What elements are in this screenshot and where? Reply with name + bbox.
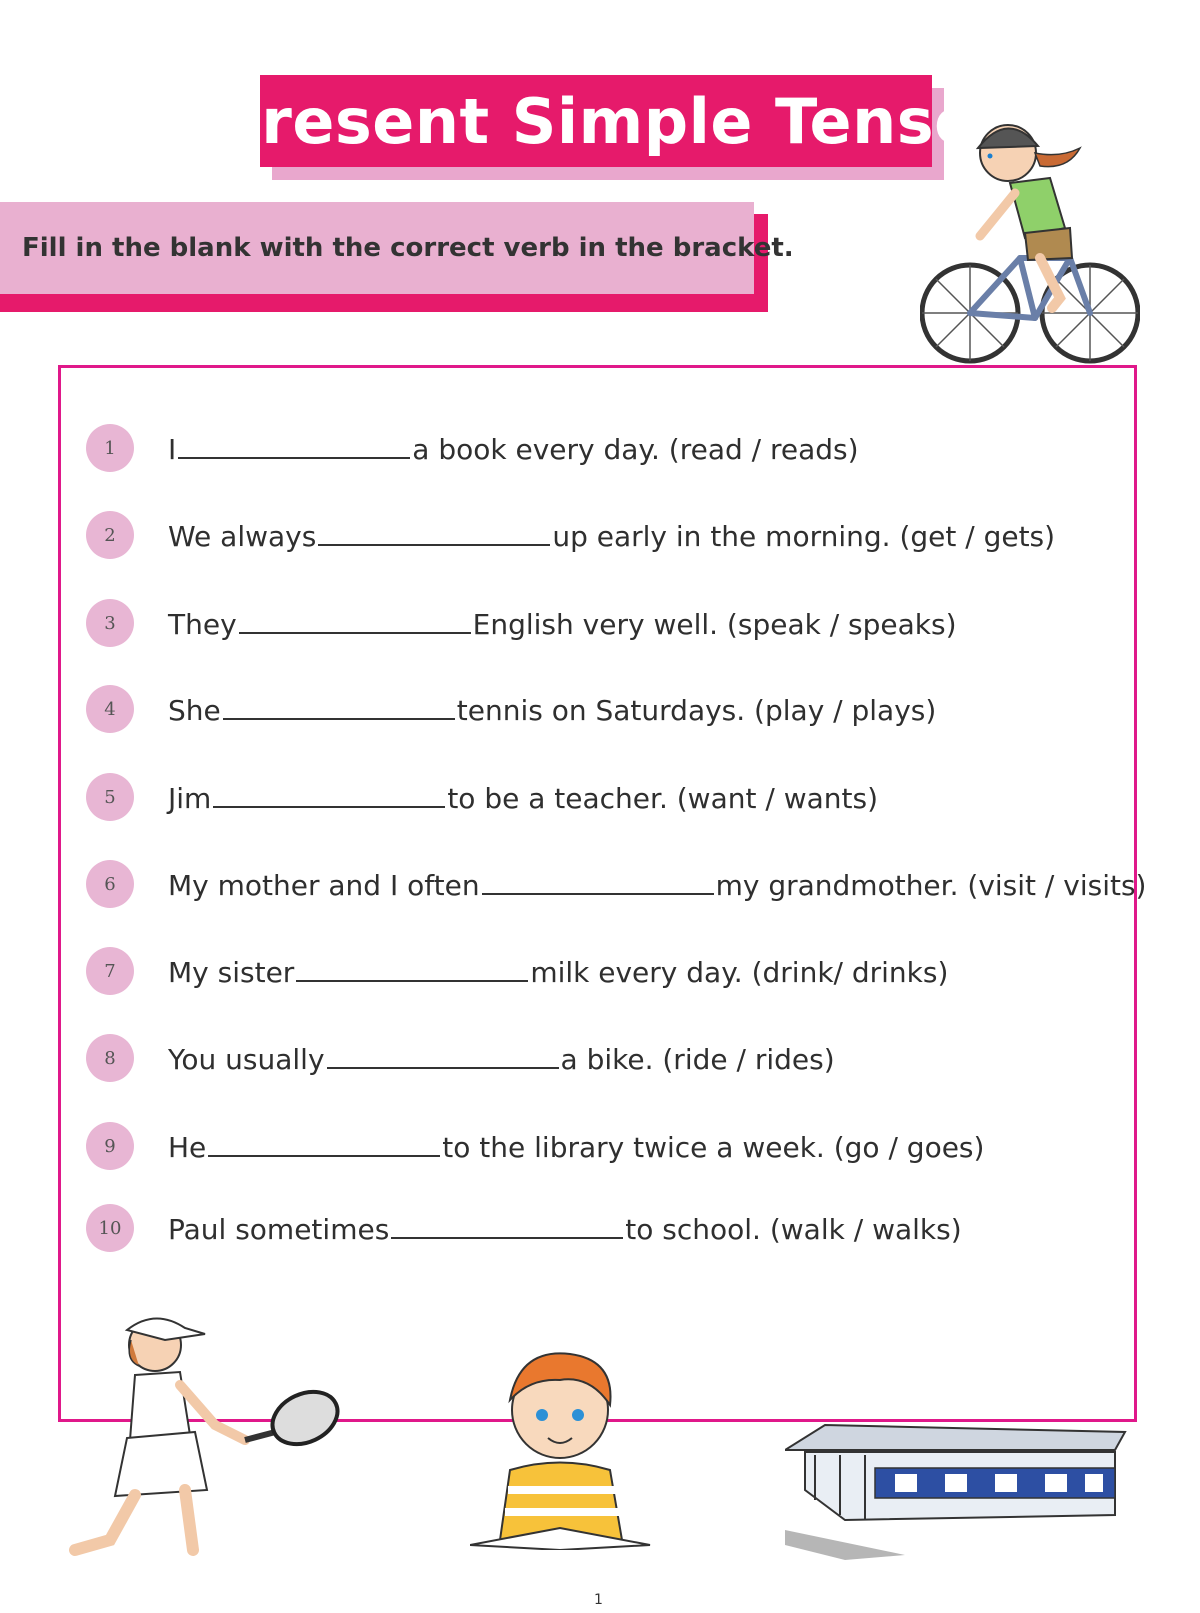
- page-title: Present Simple Tense: [215, 84, 977, 158]
- exercise-item: [86, 684, 936, 734]
- exercise-item: [86, 1121, 984, 1171]
- sentence-end: a book every day. (read / reads): [412, 432, 859, 466]
- answer-blank[interactable]: [482, 867, 714, 895]
- item-number-badge: 1: [86, 424, 134, 472]
- girl-tennis-icon: [55, 1300, 345, 1560]
- sentence-end: my grandmother. (visit / visits): [715, 868, 1147, 902]
- answer-blank[interactable]: [208, 1129, 440, 1157]
- boy-reading-icon: [470, 1340, 660, 1550]
- sentence-start: He: [168, 1130, 207, 1164]
- sentence-start: I: [168, 432, 177, 466]
- girl-cycling-icon: [920, 108, 1140, 370]
- sentence-end: to school. (walk / walks): [625, 1212, 962, 1246]
- item-number-badge: 9: [86, 1122, 134, 1170]
- exercise-item: [86, 1203, 962, 1253]
- sentence-start: My mother and I often: [168, 868, 480, 902]
- answer-blank[interactable]: [318, 518, 550, 546]
- answer-blank[interactable]: [223, 692, 455, 720]
- item-sentence: [168, 954, 948, 989]
- sentence-end: to be a teacher. (want / wants): [447, 781, 878, 815]
- exercise-item: [86, 859, 1146, 909]
- item-sentence: [168, 518, 1055, 553]
- answer-blank[interactable]: [213, 780, 445, 808]
- instruction-banner: [0, 202, 794, 294]
- item-sentence: [168, 692, 936, 727]
- item-number-badge: 3: [86, 599, 134, 647]
- item-sentence: [168, 867, 1146, 902]
- page-number: 1: [594, 1592, 603, 1608]
- item-number-badge: 5: [86, 773, 134, 821]
- item-number-badge: 10: [86, 1204, 134, 1252]
- sentence-end: up early in the morning. (get / gets): [552, 519, 1056, 553]
- sentence-end: a bike. (ride / rides): [560, 1042, 835, 1076]
- title-banner: [215, 75, 977, 167]
- instruction-text: Fill in the blank with the correct verb in the bracket.: [22, 233, 794, 263]
- sentence-start: She: [168, 693, 221, 727]
- answer-blank[interactable]: [178, 431, 410, 459]
- item-sentence: [168, 1041, 835, 1076]
- exercise-item: [86, 1033, 835, 1083]
- item-number-badge: 8: [86, 1034, 134, 1082]
- item-sentence: [168, 431, 859, 466]
- sentence-start: My sister: [168, 955, 295, 989]
- sentence-end: to the library twice a week. (go / goes): [442, 1130, 985, 1164]
- item-number-badge: 4: [86, 685, 134, 733]
- item-sentence: [168, 1211, 962, 1246]
- exercise-item: [86, 598, 957, 648]
- exercise-item: [86, 772, 878, 822]
- item-sentence: [168, 780, 878, 815]
- exercise-item: [86, 423, 859, 473]
- answer-blank[interactable]: [327, 1041, 559, 1069]
- sentence-end: tennis on Saturdays. (play / plays): [456, 693, 937, 727]
- sentence-start: They: [168, 607, 237, 641]
- item-sentence: [168, 606, 957, 641]
- sentence-end: milk every day. (drink/ drinks): [530, 955, 949, 989]
- sentence-start: Jim: [168, 781, 212, 815]
- item-number-badge: 2: [86, 511, 134, 559]
- answer-blank[interactable]: [239, 606, 471, 634]
- sentence-end: English very well. (speak / speaks): [472, 607, 957, 641]
- sentence-start: We always: [168, 519, 317, 553]
- exercise-item: [86, 946, 948, 996]
- item-number-badge: 7: [86, 947, 134, 995]
- sentence-start: You usually: [168, 1042, 325, 1076]
- school-building-icon: [785, 1420, 1135, 1560]
- item-number-badge: 6: [86, 860, 134, 908]
- sentence-start: Paul sometimes: [168, 1212, 390, 1246]
- answer-blank[interactable]: [296, 954, 528, 982]
- item-sentence: [168, 1129, 984, 1164]
- answer-blank[interactable]: [391, 1211, 623, 1239]
- exercise-item: [86, 510, 1055, 560]
